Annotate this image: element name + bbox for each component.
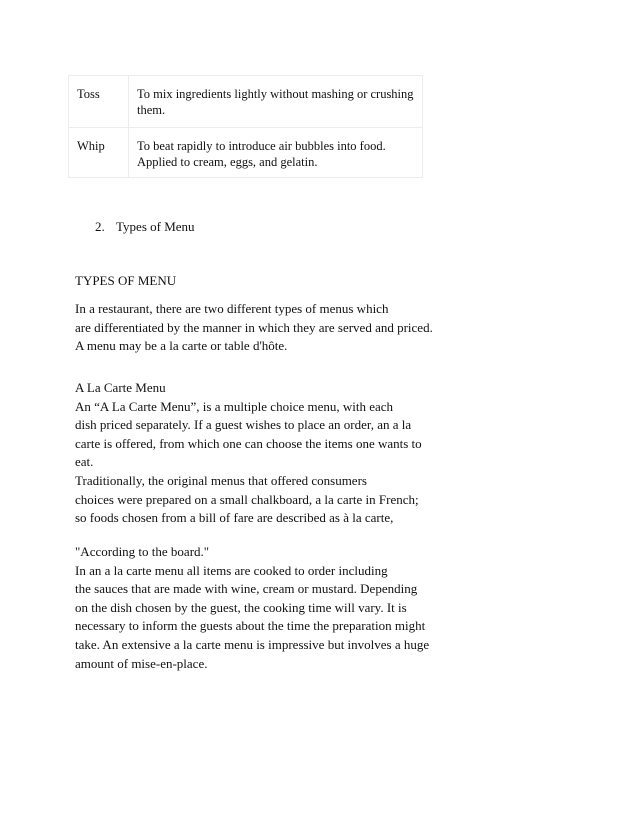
paragraph-line: carte is offered, from which one can choose the items one wants to bbox=[75, 435, 422, 451]
definition-line: Applied to cream, eggs, and gelatin. bbox=[137, 155, 318, 169]
paragraph-line: the sauces that are made with wine, cream or mustard. Depending bbox=[75, 581, 418, 597]
paragraph-line: necessary to inform the guests about the time the preparation might bbox=[75, 618, 426, 634]
section-title: Types of Menu bbox=[116, 219, 195, 234]
glossary-definition bbox=[128, 76, 423, 127]
paragraph-line: choices were prepared on a small chalkboard, a la carte in French; bbox=[75, 491, 419, 507]
paragraph-line: are differentiated by the manner in which they are served and priced. bbox=[75, 319, 433, 335]
glossary-row bbox=[68, 127, 423, 178]
glossary-definition bbox=[128, 128, 423, 177]
paragraph-line: eat. bbox=[75, 454, 94, 470]
subheading-a-la-carte: A La Carte Menu bbox=[75, 380, 166, 395]
glossary-table bbox=[68, 75, 423, 178]
definition-line: them. bbox=[137, 103, 166, 117]
paragraph-line: An “A La Carte Menu”, is a multiple choice menu, with each bbox=[75, 398, 394, 414]
according-to-board-paragraph bbox=[75, 543, 435, 673]
paragraph-line: take. An extensive a la carte menu is impressive but involves a huge bbox=[75, 636, 430, 652]
paragraph-line: Traditionally, the original menus that offered consumers bbox=[75, 472, 367, 488]
glossary-term: Whip bbox=[68, 128, 128, 177]
definition-line: To mix ingredients lightly without mashing or crushing bbox=[137, 87, 414, 101]
types-heading: TYPES OF MENU bbox=[75, 273, 177, 288]
intro-paragraph bbox=[75, 300, 435, 356]
definition-line: To beat rapidly to introduce air bubbles into food. bbox=[137, 139, 386, 153]
paragraph-line: In an a la carte menu all items are cooked to order including bbox=[75, 562, 388, 578]
section-number: 2. bbox=[95, 219, 105, 234]
paragraph-line: amount of mise-en-place. bbox=[75, 655, 208, 671]
paragraph-line: so foods chosen from a bill of fare are described as à la carte, bbox=[75, 510, 394, 526]
paragraph-line: "According to the board." bbox=[75, 544, 210, 559]
paragraph-line: on the dish chosen by the guest, the cooking time will vary. It is bbox=[75, 599, 407, 615]
paragraph-line: A menu may be a la carte or table d'hôte. bbox=[75, 338, 288, 354]
glossary-term: Toss bbox=[68, 76, 128, 127]
types-heading-block bbox=[75, 272, 435, 291]
paragraph-line: dish priced separately. If a guest wishes to place an order, an a la bbox=[75, 417, 412, 433]
paragraph-line: In a restaurant, there are two different types of menus which bbox=[75, 301, 389, 316]
section-heading bbox=[95, 219, 195, 235]
a-la-carte-paragraph bbox=[75, 379, 435, 528]
glossary-row bbox=[68, 75, 423, 127]
